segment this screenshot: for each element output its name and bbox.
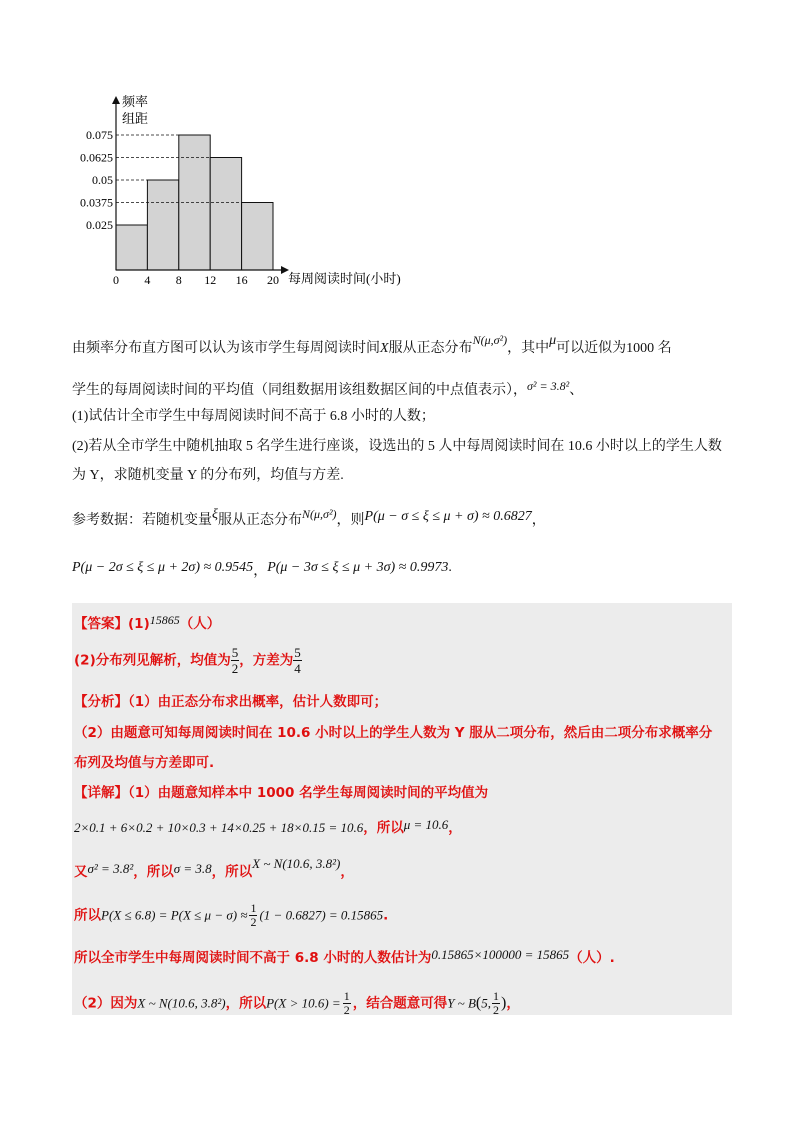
denominator: 2: [231, 661, 239, 676]
x-tick-label-0: 0: [113, 273, 119, 287]
binomial-n: 5,: [481, 995, 491, 1011]
normal-dist: N(μ,σ²): [302, 507, 337, 521]
denominator: 2: [343, 1003, 350, 1017]
text: ，: [448, 820, 462, 836]
text: （人）: [179, 616, 221, 632]
denominator: 2: [250, 915, 257, 929]
mean-equation: 2×0.1 + 6×0.2 + 10×0.3 + 14×0.25 + 18×0.15 = 10.6: [74, 820, 364, 835]
histogram-bar-3: [210, 158, 241, 271]
analysis-2b: 布列及均值与方差即可.: [74, 755, 215, 771]
ref-prob-2: P(μ − 2σ ≤ ξ ≤ μ + 2σ) ≈ 0.9545: [72, 560, 254, 575]
answer-value: 15865: [149, 613, 180, 627]
x-tick-label-1: 4: [144, 273, 151, 287]
histogram-bar-1: [147, 180, 178, 270]
numerator: 1: [343, 989, 350, 1003]
text: 学生的每周阅读时间的平均值（同组数据用该组数据区间的中点值表示），: [72, 383, 527, 398]
x-tick-label-5: 20: [267, 273, 279, 287]
text: （人）.: [569, 950, 615, 966]
prob-result: (1 − 0.6827) = 0.15865: [259, 907, 384, 923]
text: ，方差为: [239, 652, 294, 669]
text: 服从正态分布: [388, 341, 473, 356]
text: ，所以: [211, 864, 253, 880]
text: ，则: [336, 513, 365, 528]
reference-line-1: [72, 504, 546, 531]
text: ，: [253, 564, 268, 579]
histogram-bar-4: [242, 203, 273, 271]
x-distribution: X ~ N(10.6, 3.8²): [137, 995, 226, 1011]
fraction-half-2: [343, 990, 351, 1017]
y-tick-label-3: 0.0375: [80, 195, 113, 210]
total-equation: 0.15865×100000 = 15865: [431, 947, 570, 962]
mu-symbol: μ: [549, 333, 557, 348]
answer-label: 【答案】(1): [74, 616, 150, 632]
answer-line-1: [74, 610, 220, 634]
numerator: 1: [250, 901, 257, 915]
detail-eq-1: [74, 815, 462, 838]
text: 所以全市学生中每周阅读时间不高于 6.8 小时的人数估计为: [74, 950, 432, 966]
x-tick-label-3: 12: [204, 273, 217, 287]
analysis-2a: （2）由题意可知每周阅读时间在 10.6 小时以上的学生人数为 Y 服从二项分布，然后由二项分布求概率分: [74, 725, 713, 741]
y-tick-label-1: 0.0625: [80, 150, 113, 165]
numerator: 5: [231, 645, 239, 660]
text: .: [448, 560, 452, 575]
text: ，其中: [507, 341, 550, 356]
fraction-p: [492, 990, 500, 1017]
detail-1: 【详解】（1）由题意知样本中 1000 名学生每周阅读时间的平均值为: [74, 785, 489, 801]
denominator: 2: [493, 1003, 499, 1017]
reference-line-2: [72, 558, 452, 582]
text: 参考数据：若随机变量: [72, 513, 212, 528]
detail-eq-3: [74, 902, 388, 929]
y-axis-label-line2: 组距: [122, 111, 149, 126]
y-tick-label-4: 0.025: [86, 218, 113, 232]
fraction-var: [293, 645, 302, 676]
histogram-bar-0: [116, 225, 147, 270]
numerator: 1: [493, 989, 499, 1003]
mu-value: μ = 10.6: [403, 817, 449, 832]
normal-dist: N(μ,σ²): [472, 333, 508, 347]
detail-total: [74, 945, 615, 968]
text: 、: [569, 383, 584, 398]
problem-line-1: [72, 330, 672, 359]
analysis-1: 【分析】（1）由正态分布求出概率，估计人数即可；: [74, 694, 388, 710]
question-2-line-1: (2)若从全市学生中随机抽取 5 名学生进行座谈，设选出的 5 人中每周阅读时间在 10.6 小时以上的学生人数: [72, 439, 722, 454]
text: （2）因为: [74, 995, 138, 1012]
text: ，: [506, 995, 520, 1012]
text: 可以近似为1000 名: [556, 341, 672, 356]
numerator: 5: [294, 645, 301, 660]
text: ，结合题意可得: [352, 995, 448, 1012]
y-axis-label-line1: 频率: [122, 94, 149, 109]
text: 所以: [74, 907, 101, 924]
sigma-value: σ = 3.8: [173, 861, 212, 876]
denominator: 4: [294, 661, 301, 676]
text: 由频率分布直方图可以认为该市学生每周阅读时间: [72, 341, 380, 356]
text: .: [383, 907, 389, 924]
prob-expression: P(X > 10.6) =: [266, 995, 341, 1011]
fraction-half: [249, 902, 257, 929]
y-axis-arrow: [112, 96, 120, 104]
text: ，所以: [363, 820, 404, 836]
ref-prob-3: P(μ − 3σ ≤ ξ ≤ μ + 3σ) ≈ 0.9973: [267, 560, 449, 575]
detail-part-2: [74, 990, 520, 1017]
text: ，所以: [133, 864, 174, 880]
question-1: (1)试估计全市学生中每周阅读时间不高于 6.8 小时的人数；: [72, 409, 435, 424]
histogram-chart: [70, 90, 430, 290]
detail-eq-2: [74, 854, 354, 882]
answer-line-2: [74, 645, 302, 676]
y-tick-label-0: 0.075: [86, 128, 113, 142]
text: 服从正态分布: [218, 513, 302, 528]
var-x: X: [380, 341, 389, 356]
xi-symbol: ξ: [212, 507, 218, 522]
ref-prob-1: P(μ − σ ≤ ξ ≤ μ + σ) ≈ 0.6827: [364, 509, 532, 524]
x-axis-label: 每周阅读时间(小时): [288, 271, 401, 286]
fraction-mean: [231, 645, 240, 676]
problem-line-2: [72, 376, 583, 401]
x-tick-label-2: 8: [175, 273, 182, 287]
text: ，: [340, 864, 354, 880]
sigma-square: σ² = 3.8²: [527, 379, 570, 393]
x-distribution: X ~ N(10.6, 3.8²): [252, 856, 341, 871]
text: ，: [531, 513, 546, 528]
prob-expression: P(X ≤ 6.8) = P(X ≤ μ − σ) ≈: [101, 907, 248, 923]
y-distribution: Y ~ B: [447, 995, 476, 1011]
sigma-square: σ² = 3.8²: [87, 861, 134, 876]
y-tick-label-2: 0.05: [92, 173, 113, 187]
text: 又: [74, 864, 88, 880]
text: ，所以: [225, 995, 267, 1012]
x-tick-label-4: 16: [235, 273, 248, 287]
binomial-params: (: [475, 994, 482, 1012]
text: (2)分布列见解析，均值为: [74, 652, 231, 669]
paren-close: ): [501, 994, 507, 1012]
question-2-line-2: 为 Y，求随机变量 Y 的分布列，均值与方差.: [72, 468, 344, 483]
